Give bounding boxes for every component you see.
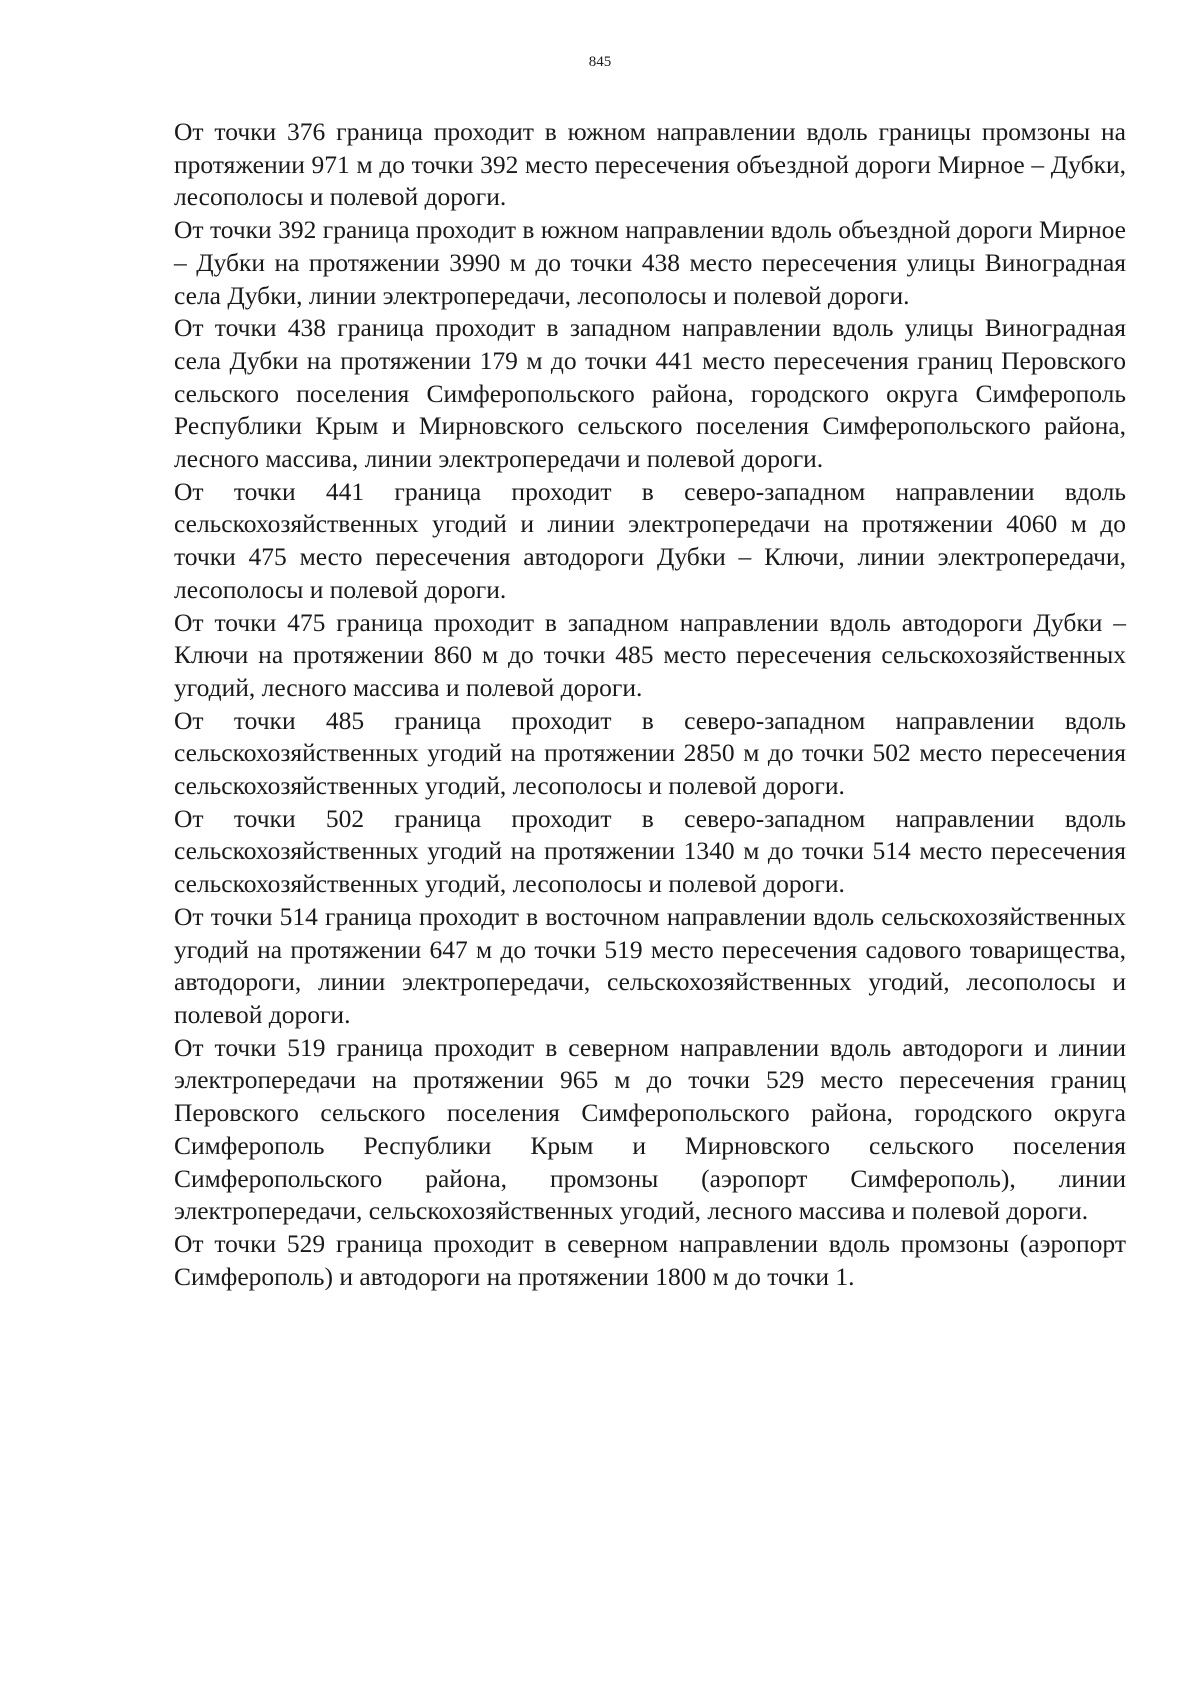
page-number: 845	[588, 54, 612, 70]
document-body	[174, 116, 1126, 1293]
paragraph: От точки 475 граница проходит в западном направлении вдоль автодороги Дубки – Ключи на протяжении 860 м до точки 485 место пересечения сельскохозяйственных угодий, лесного массива и полевой дороги.	[174, 607, 1126, 702]
paragraph: От точки 376 граница проходит в южном направлении вдоль границы промзоны на протяжении 971 м до точки 392 место пересечения объездной дороги Мирное – Дубки, лесополосы и полевой дороги.	[174, 117, 1126, 212]
paragraph: От точки 441 граница проходит в северо-западном направлении вдоль сельскохозяйственных угодий и линии электропередачи на протяжении 4060 м до точки 475 место пересечения автодороги Дубки – Ключи, линии электропередачи, лесополосы и полевой дороги.	[174, 476, 1126, 604]
paragraph: От точки 519 граница проходит в северном направлении вдоль автодороги и линии электропередачи на протяжении 965 м до точки 529 место пересечения границ Перовского сельского поселения Симферопольского района, городского округа Симферополь Республики Крым и Мирновского сельского поселения Симферопольского района, промзоны (аэропорт Симферополь), линии электропередачи, сельскохозяйственных угодий, лесного массива и полевой дороги.	[174, 1032, 1126, 1226]
paragraph: От точки 392 граница проходит в южном направлении вдоль объездной дороги Мирное – Дубки на протяжении 3990 м до точки 438 место пересечения улицы Виноградная села Дубки, линии электропередачи, лесополосы и полевой дороги.	[174, 215, 1126, 310]
paragraph: От точки 529 граница проходит в северном направлении вдоль промзоны (аэропорт Симферополь) и автодороги на протяжении 1800 м до точки 1.	[174, 1228, 1126, 1291]
paragraph: От точки 485 граница проходит в северо-западном направлении вдоль сельскохозяйственных угодий на протяжении 2850 м до точки 502 место пересечения сельскохозяйственных угодий, лесополосы и полевой дороги.	[174, 705, 1126, 801]
paragraph: От точки 438 граница проходит в западном направлении вдоль улицы Виноградная села Дубки на протяжении 179 м до точки 441 место пересечения границ Перовского сельского поселения Симферопольского района, городского округа Симферополь Республики Крым и Мирновского сельского поселения Симферопольского района, лесного массива, линии электропередачи и полевой дороги.	[174, 313, 1126, 474]
paragraph: От точки 502 граница проходит в северо-западном направлении вдоль сельскохозяйственных угодий на протяжении 1340 м до точки 514 место пересечения сельскохозяйственных угодий, лесополосы и полевой дороги.	[174, 803, 1126, 899]
paragraph: От точки 514 граница проходит в восточном направлении вдоль сельскохозяйственных угодий на протяжении 647 м до точки 519 место пересечения садового товарищества, автодороги, линии электропередачи, сельскохозяйственных угодий, лесополосы и полевой дороги.	[174, 901, 1126, 1029]
